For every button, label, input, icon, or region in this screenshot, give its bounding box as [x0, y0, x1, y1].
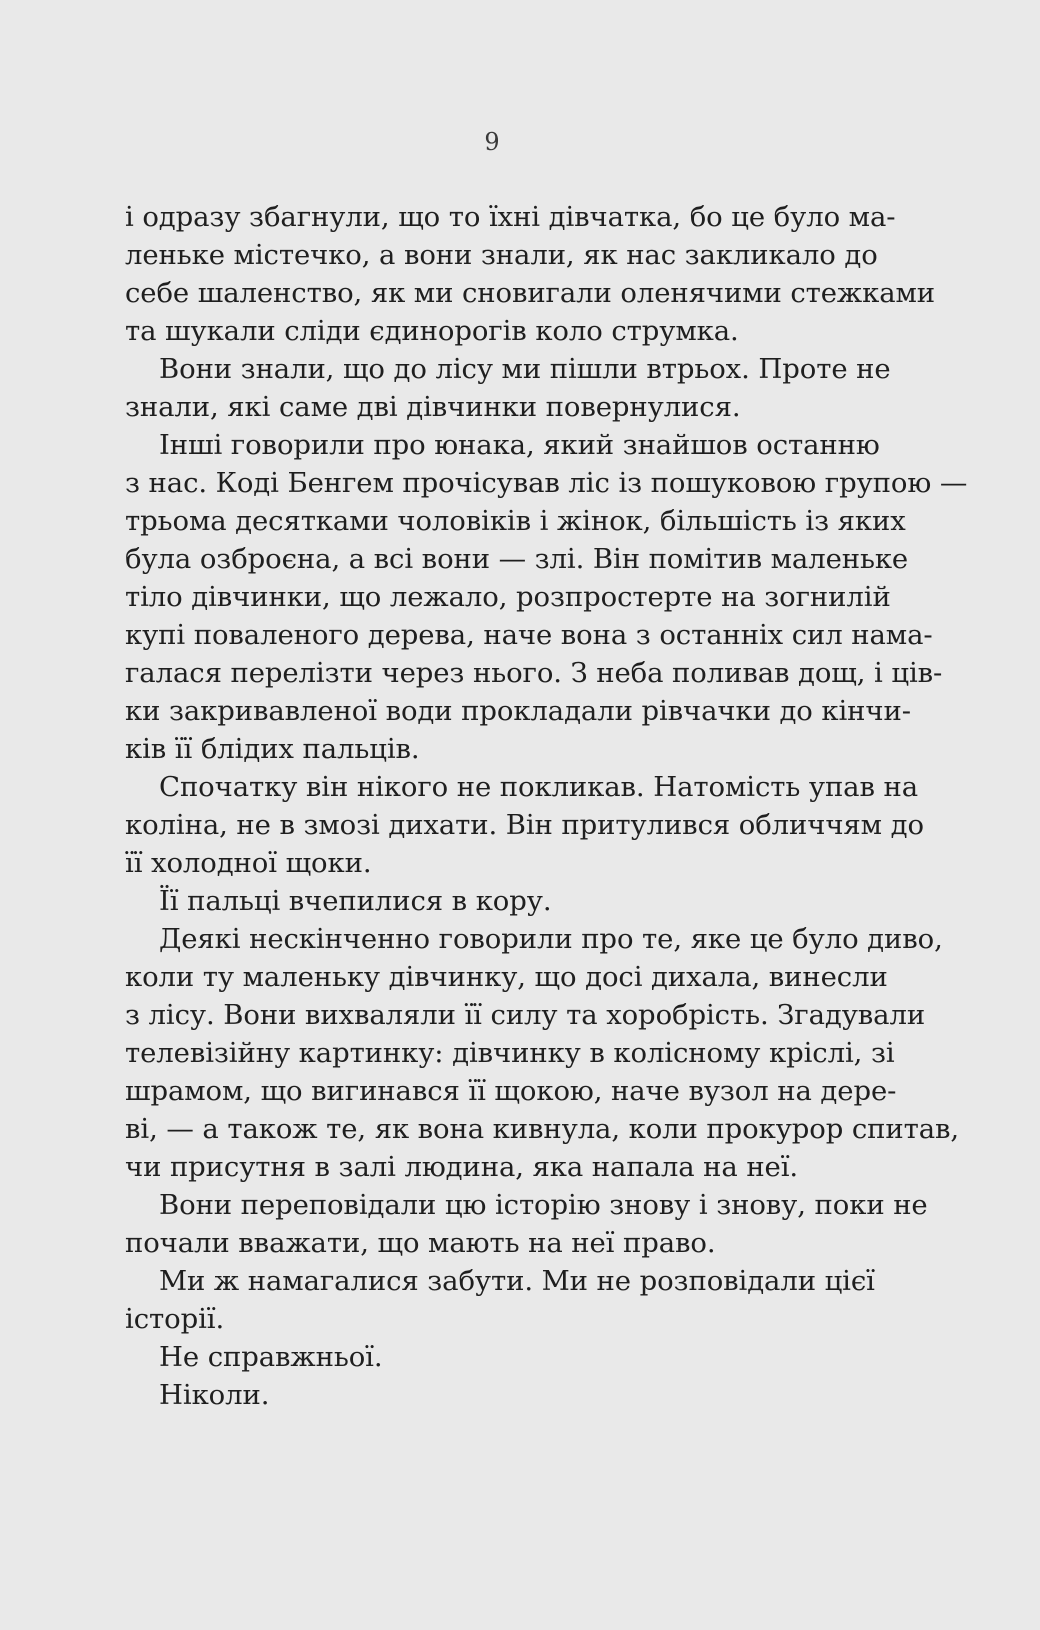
text-line: і одразу збагнули, що то їхні дівчатка, бо це було ма-	[125, 201, 896, 233]
text-line: тіло дівчинки, що лежало, розпростерте на зогнилій	[125, 581, 891, 613]
text-line: галася перелізти через нього. З неба поливав дощ, і ців-	[125, 657, 943, 689]
page-number: 9	[484, 128, 500, 156]
text-line: ки закривавленої води прокладали рівчачки до кінчи-	[125, 695, 911, 727]
text-line: Вони знали, що до лісу ми пішли втрьох. Проте не	[159, 353, 891, 385]
text-line: з нас. Коді Бенгем прочісував ліс із пошуковою групою —	[125, 467, 968, 499]
text-line: шрамом, що вигинався її щокою, наче вузол на дере-	[125, 1075, 897, 1107]
text-line: чи присутня в залі людина, яка напала на неї.	[125, 1151, 799, 1183]
text-line: та шукали сліди єдинорогів коло струмка.	[125, 315, 739, 347]
text-line: почали вважати, що мають на неї право.	[125, 1227, 716, 1259]
text-line: знали, які саме дві дівчинки повернулися.	[125, 391, 741, 423]
text-line: Не справжньої.	[159, 1341, 383, 1373]
text-line: Спочатку він нікого не покликав. Натомість упав на	[159, 771, 919, 803]
text-line: Її пальці вчепилися в кору.	[159, 885, 552, 917]
text-line: ві, — а також те, як вона кивнула, коли прокурор спитав,	[125, 1113, 960, 1145]
text-line: Деякі нескінченно говорили про те, яке це було диво,	[159, 923, 943, 955]
text-line: історії.	[125, 1303, 225, 1335]
text-line: коліна, не в змозі дихати. Він притулився обличчям до	[125, 809, 924, 841]
text-line: Ніколи.	[159, 1379, 270, 1411]
text-line: купі поваленого дерева, наче вона з останніх сил нама-	[125, 619, 933, 651]
text-line: леньке містечко, а вони знали, як нас закликало до	[125, 239, 878, 271]
text-line: Інші говорили про юнака, який знайшов останню	[159, 429, 880, 461]
text-line: її холодної щоки.	[125, 847, 372, 879]
text-line: трьома десятками чоловіків і жінок, більшість із яких	[125, 505, 906, 537]
text-line: з лісу. Вони вихваляли її силу та хоробрість. Згадували	[125, 999, 926, 1031]
text-line: коли ту маленьку дівчинку, що досі дихала, винесли	[125, 961, 888, 993]
text-line: Ми ж намагалися забути. Ми не розповідали цієї	[159, 1265, 875, 1297]
text-line: ків її блідих пальців.	[125, 733, 420, 765]
text-line: себе шаленство, як ми сновигали оленячими стежками	[125, 277, 936, 309]
text-line: була озброєна, а всі вони — злі. Він помітив маленьке	[125, 543, 909, 575]
text-line: Вони переповідали цю історію знову і знову, поки не	[159, 1189, 928, 1221]
text-line: телевізійну картинку: дівчинку в колісному кріслі, зі	[125, 1037, 895, 1069]
